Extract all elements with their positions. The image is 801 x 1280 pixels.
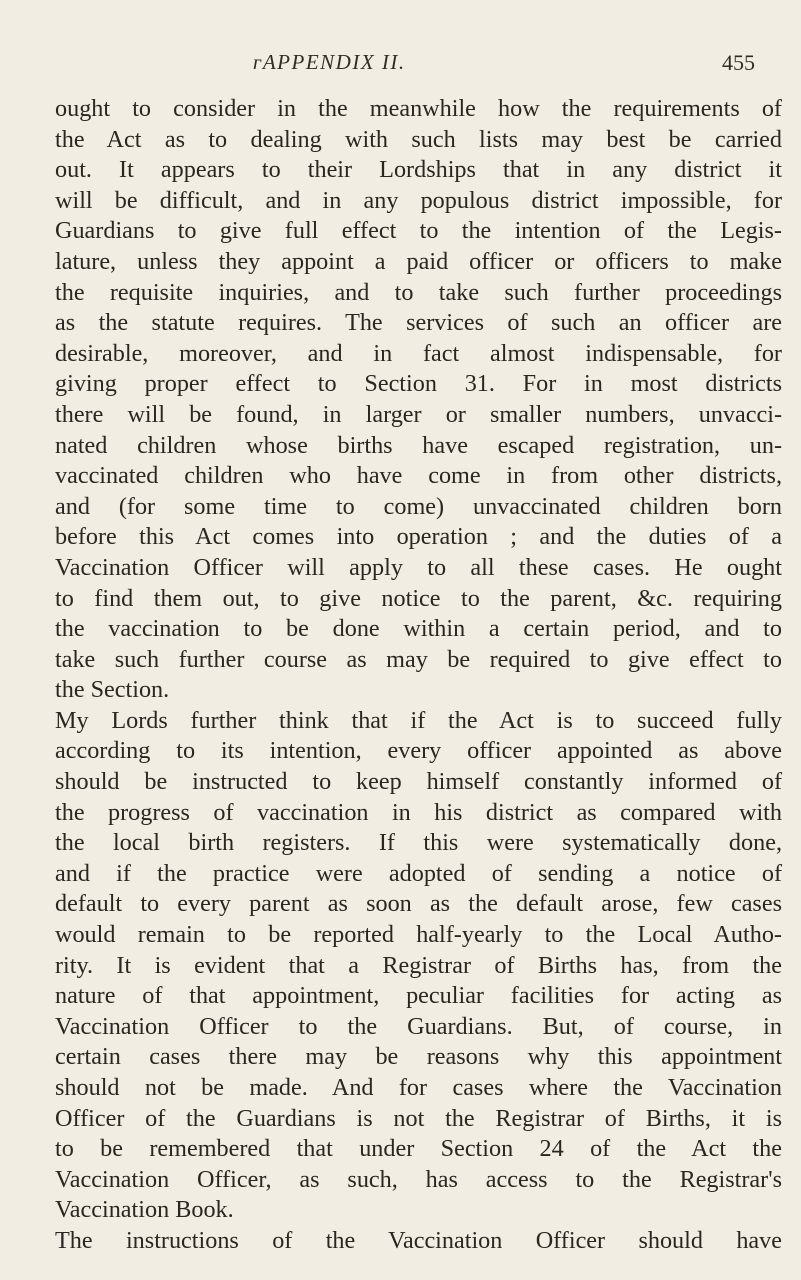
text-line: should not be made. And for cases where the Vaccination [55,1074,782,1101]
text-line: the vaccination to be done within a certain period, and to [55,615,782,643]
text-line: Officer of the Guardians is not the Registrar of Births, it is [55,1104,782,1132]
text-line: Vaccination Officer will apply to all these cases. He ought [55,553,782,581]
text-line: Vaccination Book. [55,1196,234,1224]
text-line: ought to consider in the meanwhile how the requirements of [55,95,782,122]
text-line: Guardians to give full effect to the intention of the Legis- [55,217,782,245]
text-line: Vaccination Officer, as such, has access to the Registrar's [55,1165,782,1193]
text-line: the progress of vaccination in his district as compared with [55,798,782,826]
text-line: certain cases there may be reasons why this appointment [55,1043,782,1071]
text-line: lature, unless they appoint a paid officer or officers to make [55,247,782,275]
running-head [0,50,801,80]
text-line: take such further course as may be required to give effect to [55,645,782,673]
text-line: as the statute requires. The services of such an officer are [55,309,782,337]
text-line: the local birth registers. If this were systematically done, [55,829,782,857]
text-line: nated children whose births have escaped registration, un- [55,431,782,459]
text-line: giving proper effect to Section 31. For in most districts [55,370,782,398]
text-line: to be remembered that under Section 24 of the Act the [55,1135,782,1163]
text-line: the requisite inquiries, and to take such further proceedings [55,278,782,306]
text-line: vaccinated children who have come in from other districts, [55,462,782,490]
text-line: default to every parent as soon as the default arose, few cases [55,890,782,918]
text-line: out. It appears to their Lordships that in any district it [55,156,782,184]
text-line: before this Act comes into operation ; and the duties of a [55,523,782,551]
text-line: Vaccination Officer to the Guardians. But, of course, in [55,1012,782,1040]
text-line: and (for some time to come) unvaccinated children born [55,492,782,520]
text-line: nature of that appointment, peculiar facilities for acting as [55,982,782,1010]
text-line: to find them out, to give notice to the parent, &c. requiring [55,584,782,612]
text-line: The instructions of the Vaccination Officer should have [55,1226,782,1254]
body-text [55,94,782,1257]
text-line: should be instructed to keep himself constantly informed of [55,768,782,796]
text-line: desirable, moreover, and in fact almost indispensable, for [55,339,782,367]
text-line: would remain to be reported half-yearly to the Local Autho- [55,921,782,949]
text-line: and if the practice were adopted of sending a notice of [55,859,782,887]
text-line: rity. It is evident that a Registrar of Births has, from the [55,951,782,979]
text-line: the Section. [55,676,170,704]
text-line: the Act as to dealing with such lists may best be carried [55,125,782,153]
text-line: according to its intention, every officer appointed as above [55,737,782,765]
text-line: there will be found, in larger or smaller numbers, unvacci- [55,400,782,428]
text-line: My Lords further think that if the Act is to succeed fully [55,706,782,734]
text-line: will be difficult, and in any populous district impossible, for [55,186,782,214]
page-number: 455 [722,50,755,75]
running-title: ᴦAPPENDIX II. [253,50,406,74]
